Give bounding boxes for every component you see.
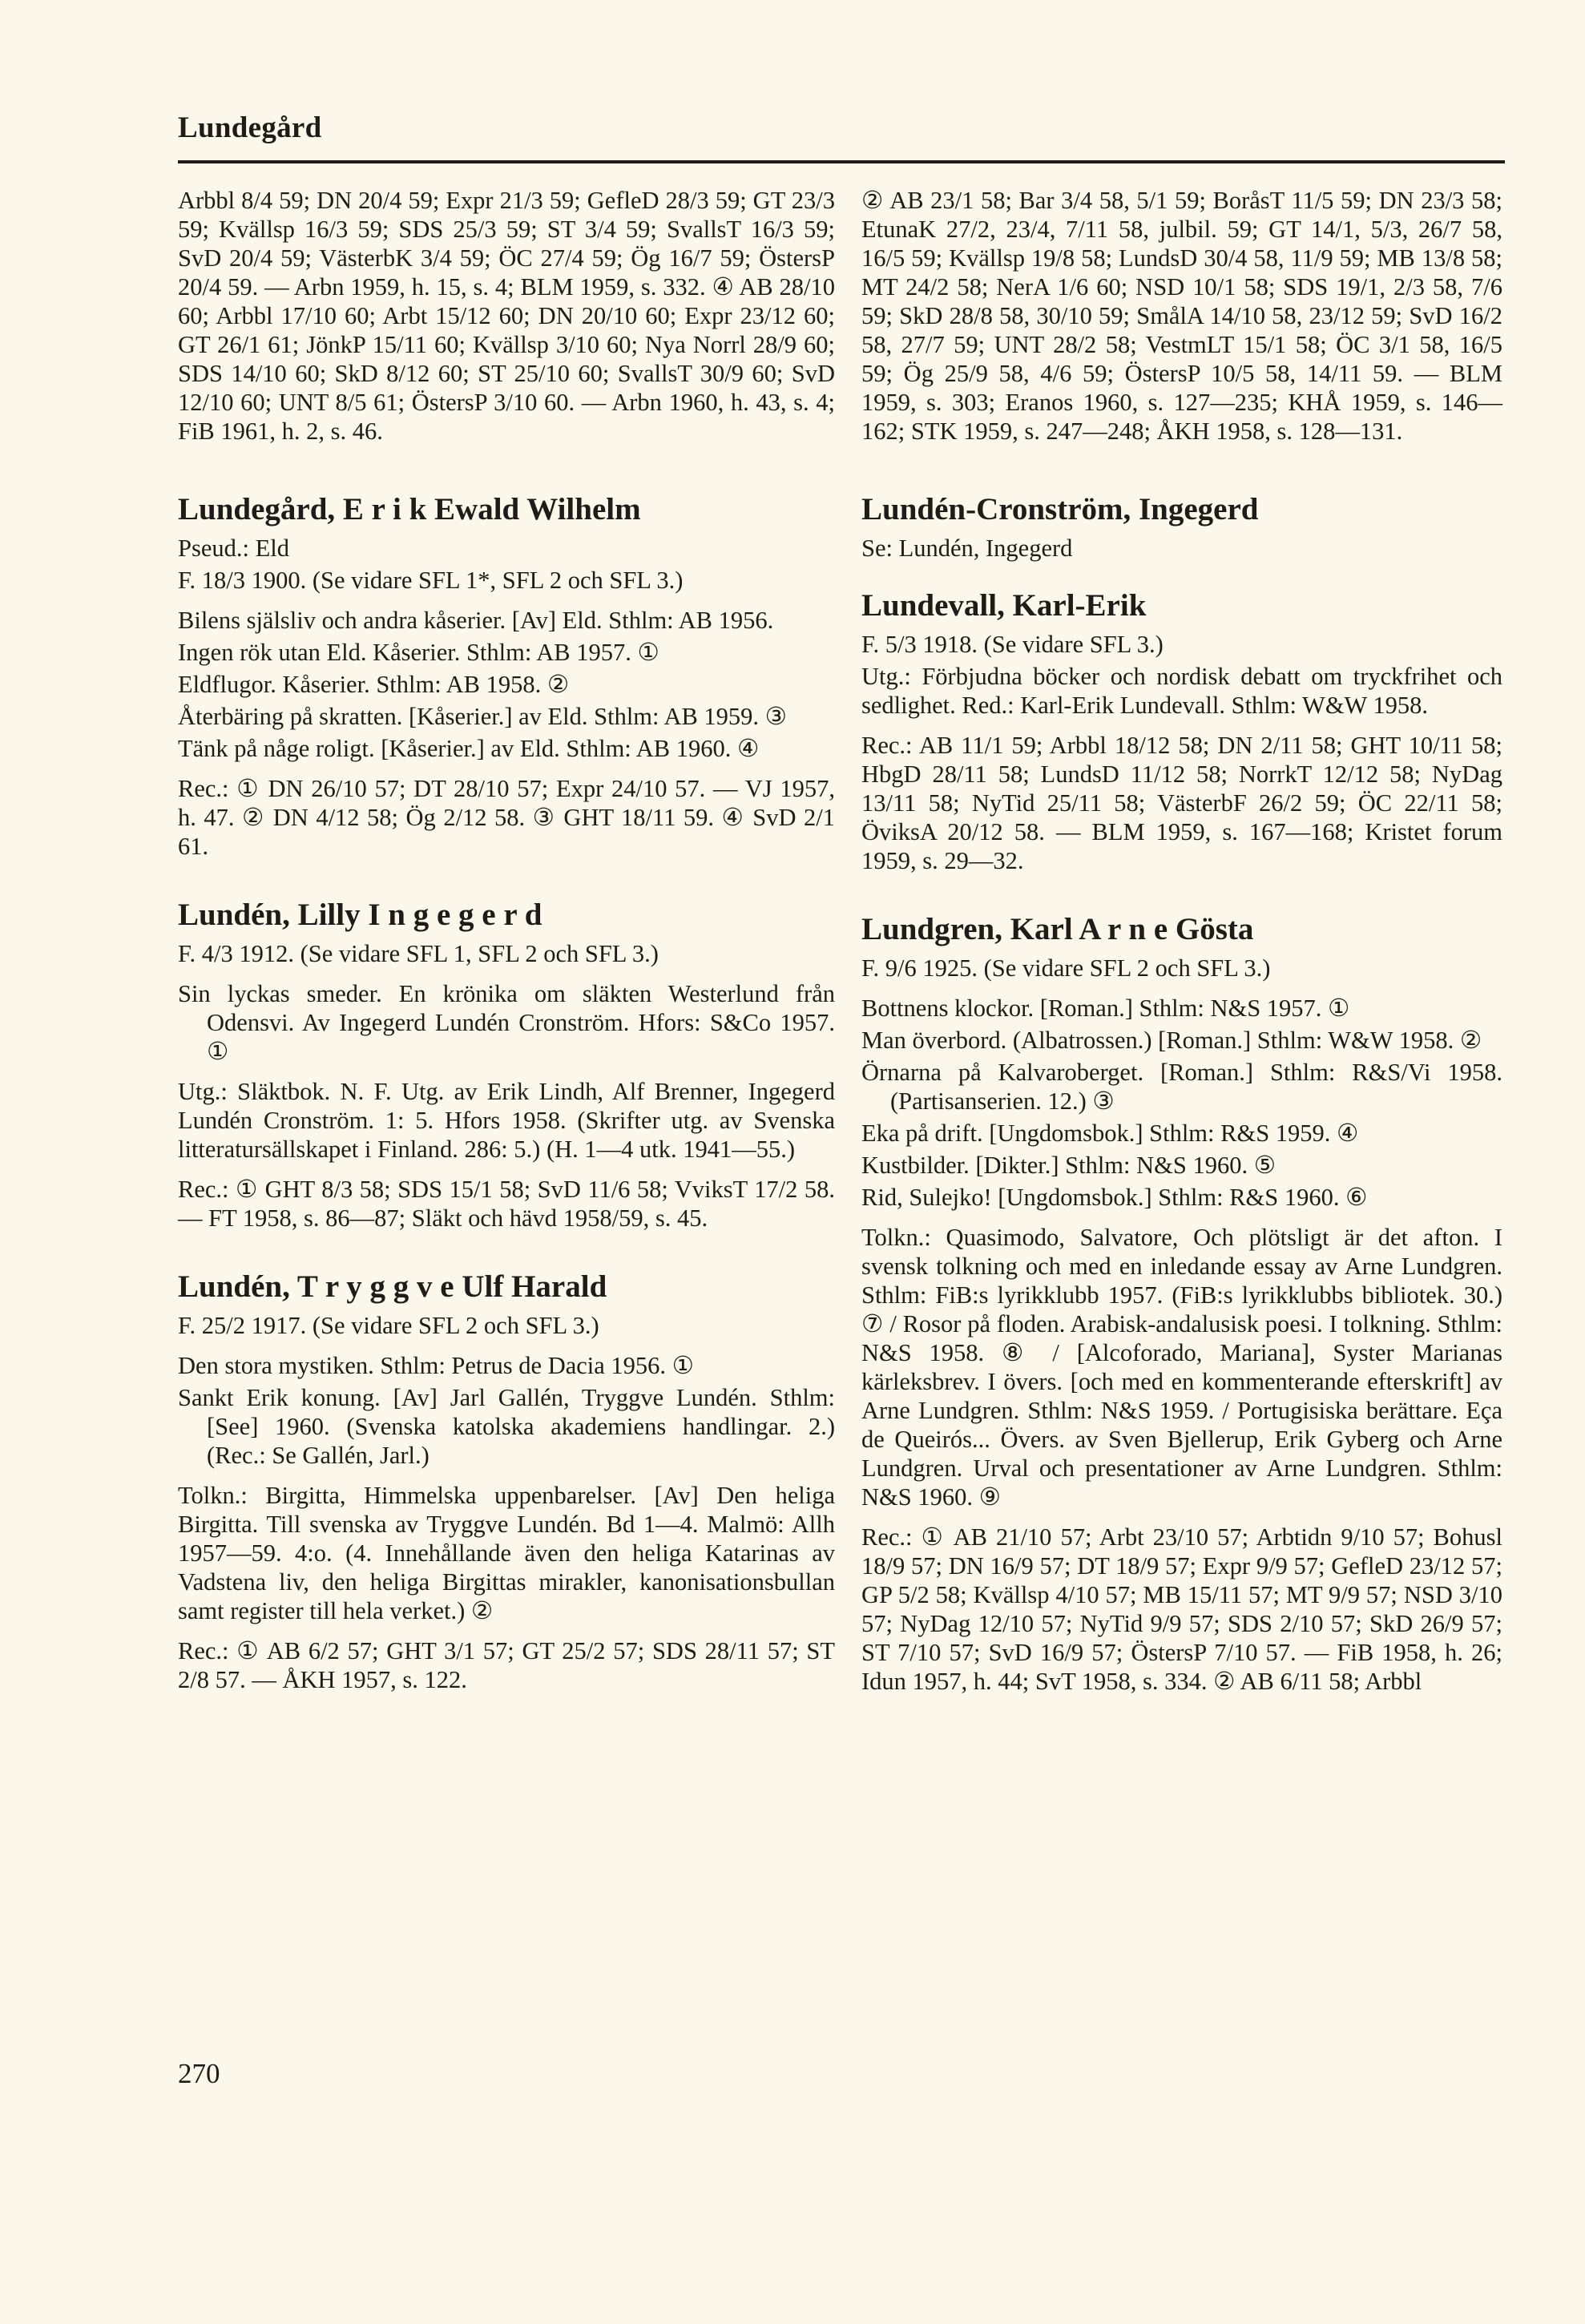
entry-paragraph: F. 18/3 1900. (Se vidare SFL 1*, SFL 2 och SFL 3.) [178,567,684,594]
right-column [861,186,1502,1707]
entry-paragraph: ② AB 23/1 58; Bar 3/4 58, 5/1 59; BoråsT 11/5 59; DN 23/3 58; EtunaK 27/2, 23/4, 7/11 58, julbil. 59; GT 14/1, 5/3, 26/7 58, 16/5 59; Kvällsp 19/8 58; LundsD 30/4 58, 11/9 59; MB 13/8 58; MT 24/2 58; NerA 1/6 60; NSD 10/1 58; SDS 19/1, 2/3 58, 7/6 59; SkD 28/8 58, 30/10 59; SmålA 14/10 58, 23/12 59; SvD 16/2 58, 27/7 59; UNT 28/2 58; VestmLT 15/1 58; ÖC 3/1 58, 16/5 59; Ög 25/9 58, 4/6 59; ÖstersP 10/5 58, 14/11 59. — BLM 1959, s. 303; Eranos 1960, s. 127—235; KHÅ 1959, s. 146—162; STK 1959, s. 247—248; ÅKH 1958, s. 128—131. [861,187,1502,445]
entry-paragraph: Återbäring på skratten. [Kåserier.] av Eld. Sthlm: AB 1959. ③ [178,703,788,730]
entry-heading: Lundén, T r y g g v e Ulf Harald [178,1269,607,1304]
entry-heading: Lundén-Cronström, Ingegerd [861,492,1259,527]
entry-paragraph: Rec.: ① GHT 8/3 58; SDS 15/1 58; SvD 11/6 58; VviksT 17/2 58. — FT 1958, s. 86—87; Släkt och hävd 1958/59, s. 45. [178,1176,835,1232]
entry-paragraph: F. 4/3 1912. (Se vidare SFL 1, SFL 2 och SFL 3.) [178,940,659,967]
entry-paragraph: Eldflugor. Kåserier. Sthlm: AB 1958. ② [178,671,570,698]
entry-paragraph: Örnarna på Kalvaroberget. [Roman.] Sthlm: R&S/Vi 1958. (Partisanserien. 12.) ③ [861,1059,1502,1115]
entry-paragraph: Sin lyckas smeder. En krönika om släkten Westerlund från Odensvi. Av Ingegerd Lundén Cronström. Hfors: S&Co 1957. ① [178,980,835,1065]
entry-paragraph: Rid, Sulejko! [Ungdomsbok.] Sthlm: R&S 1960. ⑥ [861,1184,1368,1211]
entry-paragraph: F. 5/3 1918. (Se vidare SFL 3.) [861,631,1164,658]
entry-paragraph: Sankt Erik konung. [Av] Jarl Gallén, Tryggve Lundén. Sthlm: [See] 1960. (Svenska katolska akademiens handlingar. 2.) (Rec.: Se Gallén, Jarl.) [178,1384,835,1469]
entry-paragraph: Rec.: ① DN 26/10 57; DT 28/10 57; Expr 24/10 57. — VJ 1957, h. 47. ② DN 4/12 58; Ög 2/12 58. ③ GHT 18/11 59. ④ SvD 2/1 61. [178,775,835,860]
entry-paragraph: Tolkn.: Quasimodo, Salvatore, Och plötsligt är det afton. I svensk tolkning och med en inledande essay av Arne Lundgren. Sthlm: FiB:s lyrikklubb 1957. (FiB:s lyrikklubbs bibliotek. 30.) ⑦ / Rosor på floden. Arabisk-andalusisk poesi. I tolkning. Sthlm: N&S 1958. ⑧ / [Alcoforado, Mariana], Syster Marianas kärleksbrev. I övers. [och med en kommenterande efterskrift] av Arne Lundgren. Sthlm: N&S 1959. / Portugisiska berättare. Eça de Queirós... Övers. av Sven Bjellerup, Erik Gyberg och Arne Lundgren. Urval och presentationer av Arne Lundgren. Sthlm: N&S 1960. ⑨ [861,1224,1502,1511]
running-head: Lundegård [178,111,322,144]
entry-paragraph: Rec.: ① AB 6/2 57; GHT 3/1 57; GT 25/2 57; SDS 28/11 57; ST 2/8 57. — ÅKH 1957, s. 122. [178,1637,835,1693]
left-column [178,186,835,1705]
entry-paragraph: Ingen rök utan Eld. Kåserier. Sthlm: AB 1957. ① [178,639,659,666]
entry-paragraph: Rec.: ① AB 21/10 57; Arbt 23/10 57; Arbtidn 9/10 57; Bohusl 18/9 57; DN 16/9 57; DT 18/9 57; Expr 9/9 57; GefleD 23/12 57; GP 5/2 58; Kvällsp 4/10 57; MB 15/11 57; MT 9/9 57; NSD 3/10 57; NyDag 12/10 57; NyTid 9/9 57; SDS 2/10 57; SkD 26/9 57; ST 7/10 57; SvD 16/9 57; ÖstersP 7/10 57. — FiB 1958, h. 26; Idun 1957, h. 44; SvT 1958, s. 334. ② AB 6/11 58; Arbbl [861,1523,1502,1695]
entry-paragraph: Eka på drift. [Ungdomsbok.] Sthlm: R&S 1959. ④ [861,1120,1359,1147]
entry-paragraph: Rec.: AB 11/1 59; Arbbl 18/12 58; DN 2/11 58; GHT 10/11 58; HbgD 28/11 58; LundsD 11/12 58; NorrkT 12/12 58; NyDag 13/11 58; NyTid 25/11 58; VästerbF 26/2 59; ÖC 22/11 58; ÖviksA 20/12 58. — BLM 1959, s. 167—168; Kristet forum 1959, s. 29—32. [861,732,1502,874]
entry-paragraph: Den stora mystiken. Sthlm: Petrus de Dacia 1956. ① [178,1352,695,1379]
header-rule [178,160,1505,163]
page-number: 270 [178,2058,220,2089]
entry-paragraph: Utg.: Släktbok. N. F. Utg. av Erik Lindh, Alf Brenner, Ingegerd Lundén Cronström. 1: 5. Hfors 1958. (Skrifter utg. av Svenska litteratursällskapet i Finland. 286: 5.) (H. 1—4 utk. 1941—55.) [178,1078,835,1163]
entry-heading: Lundgren, Karl A r n e Gösta [861,912,1254,946]
entry-paragraph: Tolkn.: Birgitta, Himmelska uppenbarelser. [Av] Den heliga Birgitta. Till svenska av Tryggve Lundén. Bd 1—4. Malmö: Allh 1957—59. 4:o. (4. Innehållande även den heliga Katarinas av Vadstena liv, den heliga Birgittas mirakler, kanonisationsbullan samt register till hela verket.) ② [178,1482,835,1624]
entry-paragraph: Se: Lundén, Ingegerd [861,535,1073,562]
entry-paragraph: F. 25/2 1917. (Se vidare SFL 2 och SFL 3.) [178,1312,599,1339]
entry-heading: Lundegård, E r i k Ewald Wilhelm [178,492,641,527]
entry-paragraph: Pseud.: Eld [178,535,289,562]
entry-paragraph: Utg.: Förbjudna böcker och nordisk debatt om tryckfrihet och sedlighet. Red.: Karl-Erik Lundevall. Sthlm: W&W 1958. [861,663,1502,719]
entry-paragraph: Bilens själsliv och andra kåserier. [Av] Eld. Sthlm: AB 1956. [178,607,774,634]
entry-heading: Lundevall, Karl-Erik [861,588,1147,623]
entry-paragraph: F. 9/6 1925. (Se vidare SFL 2 och SFL 3.) [861,954,1271,982]
entry-paragraph: Arbbl 8/4 59; DN 20/4 59; Expr 21/3 59; GefleD 28/3 59; GT 23/3 59; Kvällsp 16/3 59; SDS 25/3 59; ST 3/4 59; SvallsT 16/3 59; SvD 20/4 59; VästerbK 3/4 59; ÖC 27/4 59; Ög 16/7 59; ÖstersP 20/4 59. — Arbn 1959, h. 15, s. 4; BLM 1959, s. 332. ④ AB 28/10 60; Arbbl 17/10 60; Arbt 15/12 60; DN 20/10 60; Expr 23/12 60; GT 26/1 61; JönkP 15/11 60; Kvällsp 3/10 60; Nya Norrl 28/9 60; SDS 14/10 60; SkD 8/12 60; ST 25/10 60; SvallsT 30/9 60; SvD 12/10 60; UNT 8/5 61; ÖstersP 3/10 60. — Arbn 1960, h. 43, s. 4; FiB 1961, h. 2, s. 46. [178,187,835,445]
entry-paragraph: Kustbilder. [Dikter.] Sthlm: N&S 1960. ⑤ [861,1152,1276,1179]
entry-paragraph: Man överbord. (Albatrossen.) [Roman.] Sthlm: W&W 1958. ② [861,1027,1482,1054]
entry-heading: Lundén, Lilly I n g e g e r d [178,898,542,932]
entry-paragraph: Tänk på någe roligt. [Kåserier.] av Eld. Sthlm: AB 1960. ④ [178,735,760,762]
entry-paragraph: Bottnens klockor. [Roman.] Sthlm: N&S 1957. ① [861,995,1350,1022]
